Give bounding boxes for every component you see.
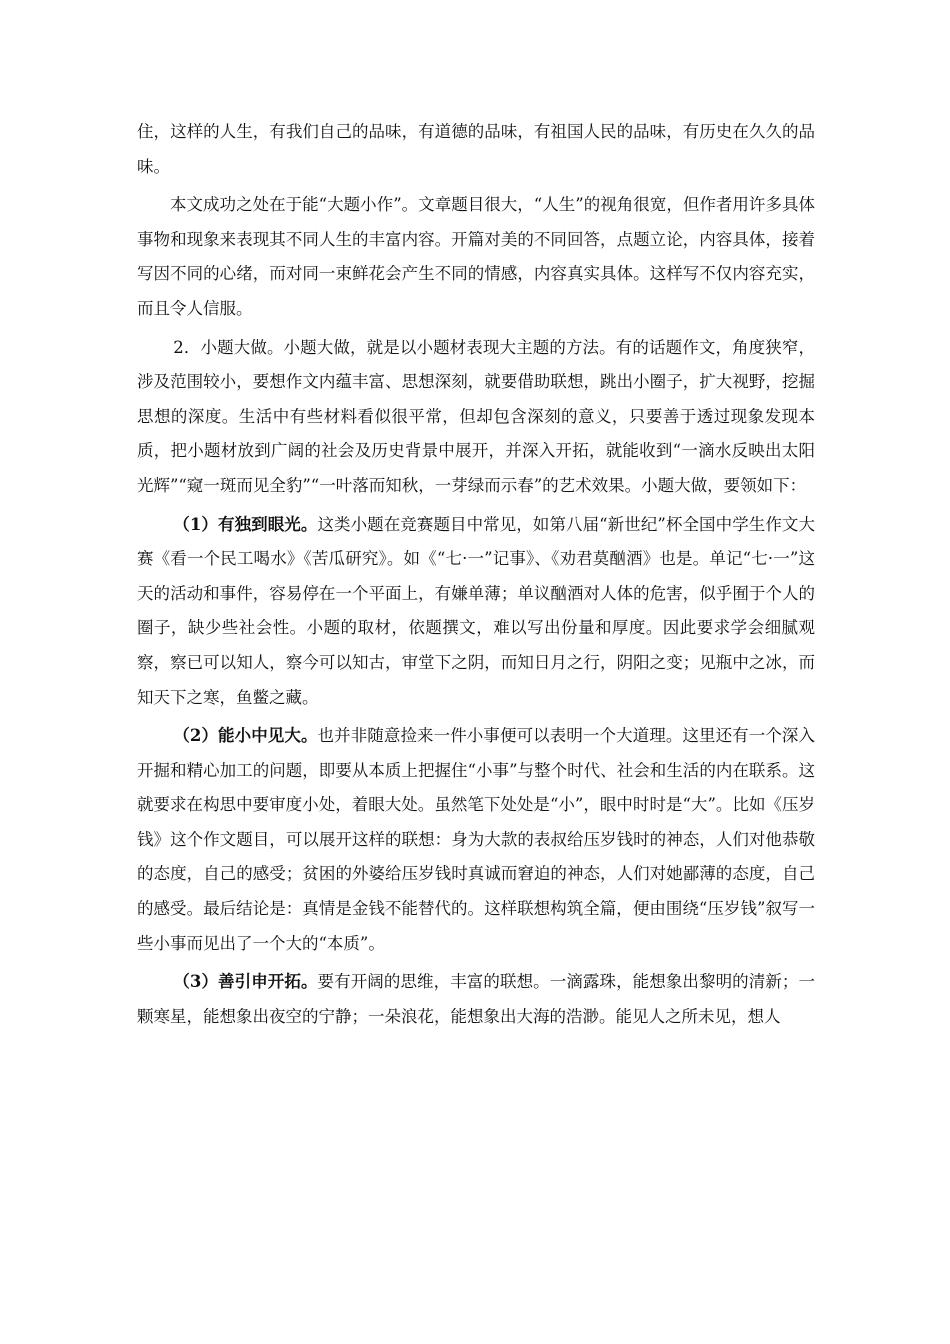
paragraph-6-text: 要有开阔的思维，丰富的联想。一滴露珠，能想象出黎明的清新；一颗寒星，能想象出夜空的宁静；一朵浪花，能想象出大海的浩渺。能见人之所未见，想人 [137,972,816,1026]
paragraph-6-lead: （3）善引申开拓。 [173,972,318,992]
document-page [137,115,815,1034]
paragraph-2 [137,188,815,326]
paragraph-3 [137,331,815,504]
paragraph-4-text: 这类小题在竞赛题目中常见，如第八届“新世纪”杯全国中学生作文大赛《看一个民工喝水》《苦瓜研究》。如《“七·一”记事》、《劝君莫酗酒》也是。单记“七·一”这天的活动和事件，容易停在一个平面上，有嫌单薄；单议酗酒对人体的危害，似乎囿于个人的圈子，缺少些社会性。小题的取材，依题撰文，难以写出份量和厚度。因此要求学会细腻观察，察已可以知人，察今可以知古，审堂下之阴，而知日月之行，阴阳之变；见瓶中之冰，而知天下之寒，鱼鳖之藏。 [137,514,815,707]
paragraph-4 [137,508,815,716]
paragraph-5-lead: （2）能小中见大。 [173,726,318,746]
paragraph-3-text: 2．小题大做。小题大做，就是以小题材表现大主题的方法。有的话题作文，角度狭窄，涉及范围较小，要想作文内蕴丰富、思想深刻，就要借助联想，跳出小圈子，扩大视野，挖掘思想的深度。生活中有些材料看似很平常，但却包含深刻的意义，只要善于透过现象发现本质，把小题材放到广阔的社会及历史背景中展开，并深入开拓，就能收到“一滴水反映出太阳光辉”“窥一斑而见全豹”“一叶落而知秋，一芽绿而示春”的艺术效果。小题大做，要领如下： [137,337,815,495]
paragraph-6 [137,965,815,1034]
paragraph-4-lead: （1）有独到眼光。 [173,514,318,534]
paragraph-1 [137,115,815,184]
paragraph-5 [137,719,815,961]
paragraph-2-text: 本文成功之处在于能“大题小作”。文章题目很大，“人生”的视角很宽，但作者用许多具体事物和现象来表现其不同人生的丰富内容。开篇对美的不同回答，点题立论，内容具体，接着写因不同的心绪，而对同一束鲜花会产生不同的情感，内容真实具体。这样写不仅内容充实，而且令人信服。 [137,195,815,318]
paragraph-1-text: 住，这样的人生，有我们自己的品味，有道德的品味，有祖国人民的品味，有历史在久久的品味。 [137,122,815,176]
paragraph-5-text: 也并非随意捡来一件小事便可以表明一个大道理。这里还有一个深入开掘和精心加工的问题，即要从本质上把握住“小事”与整个时代、社会和生活的内在联系。这就要求在构思中要审度小处，着眼大处。虽然笔下处处是“小”，眼中时时是“大”。比如《压岁钱》这个作文题目，可以展开这样的联想：身为大款的表叔给压岁钱时的神态，人们对他恭敬的态度，自己的感受；贫困的外婆给压岁钱时真诚而窘迫的神态，人们对她鄙薄的态度，自己的感受。最后结论是：真情是金钱不能替代的。这样联想构筑全篇，便由围绕“压岁钱”叙写一些小事而见出了一个大的“本质”。 [137,726,816,953]
